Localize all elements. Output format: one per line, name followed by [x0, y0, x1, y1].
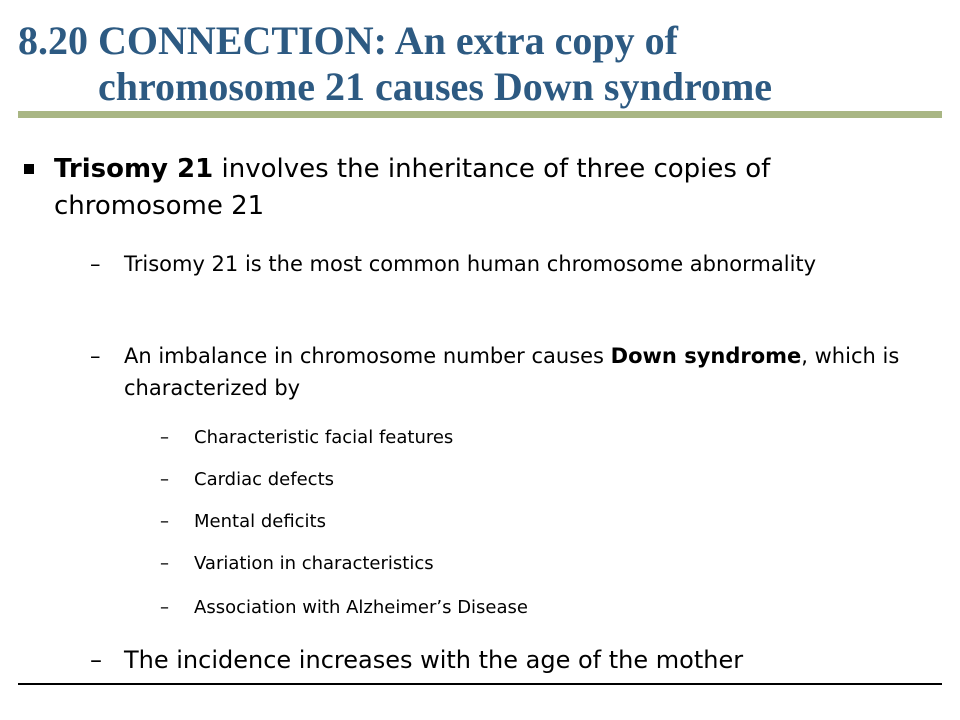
feature-text: Association with Alzheimer’s Disease	[194, 597, 528, 618]
slide-title	[18, 18, 938, 110]
feature-item	[160, 467, 920, 493]
square-bullet-icon	[24, 164, 34, 174]
feature-item	[160, 509, 920, 535]
feature-item	[160, 551, 920, 577]
feature-text: Variation in characteristics	[194, 553, 434, 574]
dash-icon: –	[160, 511, 169, 532]
dash-icon: –	[160, 553, 169, 574]
dash-icon: –	[90, 646, 102, 674]
dash-icon: –	[90, 252, 101, 276]
main-bullet-text	[54, 151, 924, 225]
feature-text: Cardiac defects	[194, 469, 335, 490]
sub-bullet-1	[90, 248, 920, 280]
sub-bullet-2-pre: An imbalance in chromosome number causes	[124, 344, 611, 368]
feature-item	[160, 595, 920, 621]
dash-icon: –	[160, 427, 169, 448]
feature-item	[160, 425, 920, 451]
title-divider	[18, 111, 942, 118]
term-trisomy-21: Trisomy 21	[54, 154, 214, 184]
sub-bullet-1-text: Trisomy 21 is the most common human chromosome abnormality	[124, 252, 817, 276]
title-line-2: chromosome 21 causes Down syndrome	[98, 64, 773, 109]
main-bullet-rest: involves the inheritance of three copies of chromosome 21	[54, 154, 771, 221]
bottom-divider	[18, 683, 942, 685]
main-bullet	[24, 151, 924, 225]
sub-bullet-2-text	[124, 340, 920, 404]
feature-text: Characteristic facial features	[194, 427, 454, 448]
dash-icon: –	[160, 597, 169, 618]
sub-bullet-2-post: , which is characterized by	[124, 344, 900, 400]
dash-icon: –	[90, 344, 101, 368]
sub-bullet-2	[90, 340, 920, 404]
feature-text: Mental deficits	[194, 511, 326, 532]
term-down-syndrome: Down syndrome	[610, 344, 802, 368]
dash-icon: –	[160, 469, 169, 490]
sub-bullet-3-text: The incidence increases with the age of the mother	[124, 646, 744, 674]
title-line-1: 8.20 CONNECTION: An extra copy of	[18, 18, 678, 63]
sub-bullet-3	[90, 644, 920, 676]
